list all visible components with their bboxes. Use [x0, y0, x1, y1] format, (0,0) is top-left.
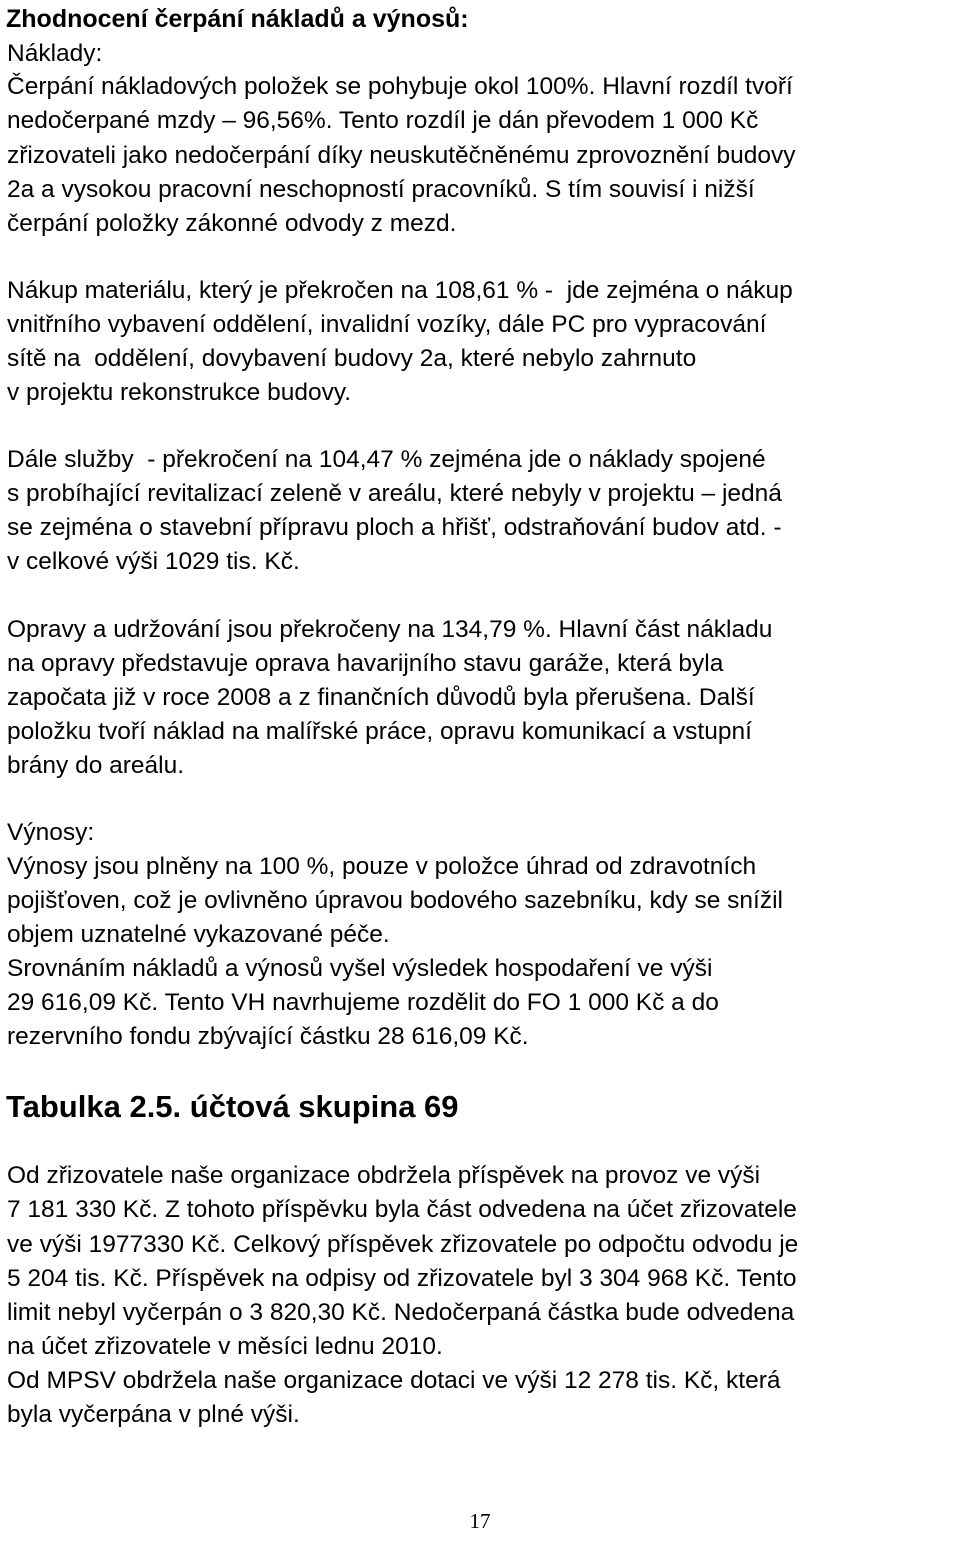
vynosy-label: Výnosy:	[7, 819, 95, 846]
page-title: Zhodnocení čerpání nákladů a výnosů:	[6, 5, 469, 33]
text-line: na účet zřizovatele v měsíci lednu 2010.	[7, 1333, 443, 1360]
text-line: započata již v roce 2008 a z finančních důvodů byla přerušena. Další	[7, 684, 755, 711]
text-line: v projektu rekonstrukce budovy.	[7, 379, 352, 406]
text-line: limit nebyl vyčerpán o 3 820,30 Kč. Nedočerpaná částka bude odvedena	[7, 1299, 795, 1326]
text-line: Nákup materiálu, který je překročen na 108,61 % - jde zejména o nákup	[7, 277, 793, 304]
text-line: byla vyčerpána v plné výši.	[7, 1401, 300, 1428]
text-line: v celkové výši 1029 tis. Kč.	[7, 548, 300, 575]
text-line: pojišťoven, což je ovlivněno úpravou bodového sazebníku, kdy se snížil	[7, 887, 783, 914]
text-line: 29 616,09 Kč. Tento VH navrhujeme rozdělit do FO 1 000 Kč a do	[7, 989, 719, 1016]
text-line: Opravy a udržování jsou překročeny na 134,79 %. Hlavní část nákladu	[7, 616, 773, 643]
text-line: Od MPSV obdržela naše organizace dotaci ve výši 12 278 tis. Kč, která	[7, 1367, 781, 1394]
text-line: vnitřního vybavení oddělení, invalidní vozíky, dále PC pro vypracování	[7, 311, 767, 338]
text-line: Výnosy jsou plněny na 100 %, pouze v položce úhrad od zdravotních	[7, 853, 757, 880]
section-heading: Tabulka 2.5. účtová skupina 69	[6, 1089, 459, 1124]
page-number: 17	[469, 1509, 491, 1533]
text-line: 7 181 330 Kč. Z tohoto příspěvku byla část odvedena na účet zřizovatele	[7, 1196, 797, 1223]
text-line: Srovnáním nákladů a výnosů vyšel výsledek hospodaření ve výši	[7, 955, 713, 982]
text-line: s probíhající revitalizací zeleně v areálu, které nebyly v projektu – jedná	[7, 480, 782, 507]
text-line: Čerpání nákladových položek se pohybuje okol 100%. Hlavní rozdíl tvoří	[7, 73, 793, 100]
text-line: nedočerpané mzdy – 96,56%. Tento rozdíl je dán převodem 1 000 Kč	[7, 107, 759, 134]
text-line: ve výši 1977330 Kč. Celkový příspěvek zřizovatele po odpočtu odvodu je	[7, 1231, 799, 1258]
text-line: sítě na oddělení, dovybavení budovy 2a, které nebylo zahrnuto	[7, 345, 697, 372]
text-line: 5 204 tis. Kč. Příspěvek na odpisy od zřizovatele byl 3 304 968 Kč. Tento	[7, 1265, 797, 1292]
text-line: objem uznatelné vykazované péče.	[7, 921, 390, 948]
text-line: Dále služby - překročení na 104,47 % zejména jde o náklady spojené	[7, 446, 766, 473]
text-line: na opravy představuje oprava havarijního stavu garáže, která byla	[7, 650, 724, 677]
text-line: brány do areálu.	[7, 752, 185, 779]
text-line: Od zřizovatele naše organizace obdržela příspěvek na provoz ve výši	[7, 1162, 761, 1189]
text-line: čerpání položky zákonné odvody z mezd.	[7, 210, 457, 237]
text-line: rezervního fondu zbývající částku 28 616,09 Kč.	[7, 1023, 529, 1050]
text-line: zřizovateli jako nedočerpání díky neuskutěčněnému zprovoznění budovy	[7, 142, 796, 169]
text-line: se zejména o stavební přípravu ploch a hřišť, odstraňování budov atd. -	[7, 514, 782, 541]
text-line: 2a a vysokou pracovní neschopností pracovníků. S tím souvisí i nižší	[7, 176, 755, 203]
text-line: položku tvoří náklad na malířské práce, opravu komunikací a vstupní	[7, 718, 752, 745]
naklady-label: Náklady:	[7, 40, 103, 67]
